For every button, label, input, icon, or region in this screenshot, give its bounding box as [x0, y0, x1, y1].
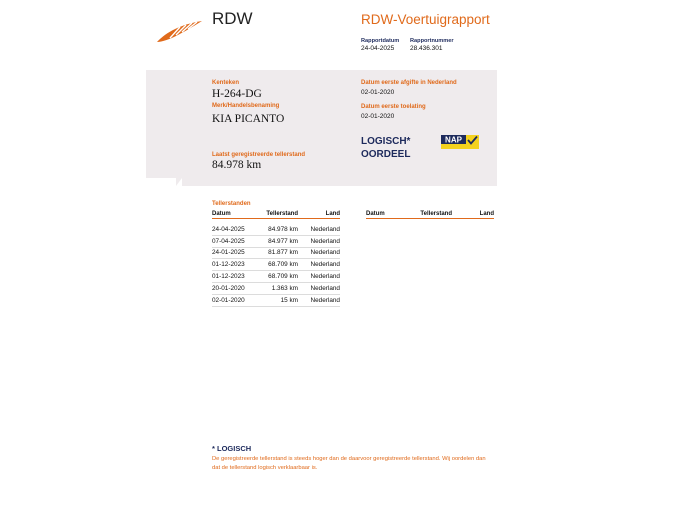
- table-row: [212, 247, 340, 259]
- col-country: Land: [298, 210, 340, 219]
- report-date-label: Rapportdatum: [361, 38, 400, 44]
- table-row: [212, 259, 340, 271]
- verdict-line-1: LOGISCH*: [361, 136, 411, 147]
- report-number: 28.436.301: [410, 45, 443, 52]
- footnote-title: * LOGISCH: [212, 444, 252, 453]
- report-number-label: Rapportnummer: [410, 38, 454, 44]
- row-odometer: 84.977 km: [256, 235, 298, 247]
- table-row: [212, 282, 340, 294]
- rdw-logo-icon: [156, 18, 204, 44]
- readings-header-row-right: [366, 210, 494, 219]
- make-label: Merk/Handelsbenaming: [212, 103, 280, 109]
- row-date: 24-04-2025: [212, 224, 256, 235]
- verdict-line-2: OORDEEL: [361, 149, 411, 160]
- first-admission-value: 02-01-2020: [361, 113, 395, 120]
- readings-table: [212, 210, 340, 307]
- brand-name: RDW: [212, 9, 253, 28]
- odometer-value: 84.978 km: [212, 159, 262, 171]
- footnote-text-line-1: De geregistreerde tellerstand is steeds hoger dan de daarvoor geregistreerde tellerstand. Wij oordelen dan: [212, 456, 486, 462]
- nap-text: NAP: [445, 135, 462, 145]
- row-odometer: 84.978 km: [256, 224, 298, 235]
- row-date: 01-12-2023: [212, 259, 256, 271]
- col-date-right: Datum: [366, 210, 410, 219]
- row-date: 24-01-2025: [212, 247, 256, 259]
- row-date: 01-12-2023: [212, 271, 256, 283]
- row-country: Nederland: [298, 224, 340, 235]
- row-country: Nederland: [298, 235, 340, 247]
- row-odometer: 81.877 km: [256, 247, 298, 259]
- make-value: KIA PICANTO: [212, 113, 285, 125]
- col-date: Datum: [212, 210, 256, 219]
- report-title: RDW-Voertuigrapport: [361, 12, 490, 27]
- table-row: [212, 294, 340, 306]
- first-admission-nl-value: 02-01-2020: [361, 89, 395, 96]
- row-country: Nederland: [298, 247, 340, 259]
- first-admission-nl-label: Datum eerste afgifte in Nederland: [361, 80, 457, 86]
- col-odometer-right: Tellerstand: [410, 210, 452, 219]
- report-date: 24-04-2025: [361, 45, 395, 52]
- row-country: Nederland: [298, 271, 340, 283]
- row-odometer: 68.709 km: [256, 259, 298, 271]
- odometer-label: Laatst geregistreerde tellerstand: [212, 152, 306, 158]
- readings-section-title: Tellerstanden: [212, 201, 251, 207]
- table-row: [212, 235, 340, 247]
- first-admission-label: Datum eerste toelating: [361, 104, 426, 110]
- plate-label: Kenteken: [212, 80, 240, 86]
- vehicle-summary-panel: [146, 70, 497, 186]
- row-country: Nederland: [298, 259, 340, 271]
- row-date: 02-01-2020: [212, 294, 256, 306]
- table-row: [212, 271, 340, 283]
- row-odometer: 15 km: [256, 294, 298, 306]
- readings-table-right: [366, 210, 494, 219]
- footnote-text-line-2: dat de tellerstand logisch verklaarbaar is.: [212, 465, 318, 471]
- row-date: 20-01-2020: [212, 282, 256, 294]
- row-odometer: 1.363 km: [256, 282, 298, 294]
- row-country: Nederland: [298, 294, 340, 306]
- nap-badge: [441, 135, 479, 154]
- col-odometer: Tellerstand: [256, 210, 298, 219]
- col-country-right: Land: [452, 210, 494, 219]
- table-row: [212, 224, 340, 235]
- row-date: 07-04-2025: [212, 235, 256, 247]
- plate-value: H-264-DG: [212, 88, 262, 100]
- panel-notch-edge: [176, 176, 186, 188]
- row-odometer: 68.709 km: [256, 271, 298, 283]
- row-country: Nederland: [298, 282, 340, 294]
- readings-header-row: [212, 210, 340, 219]
